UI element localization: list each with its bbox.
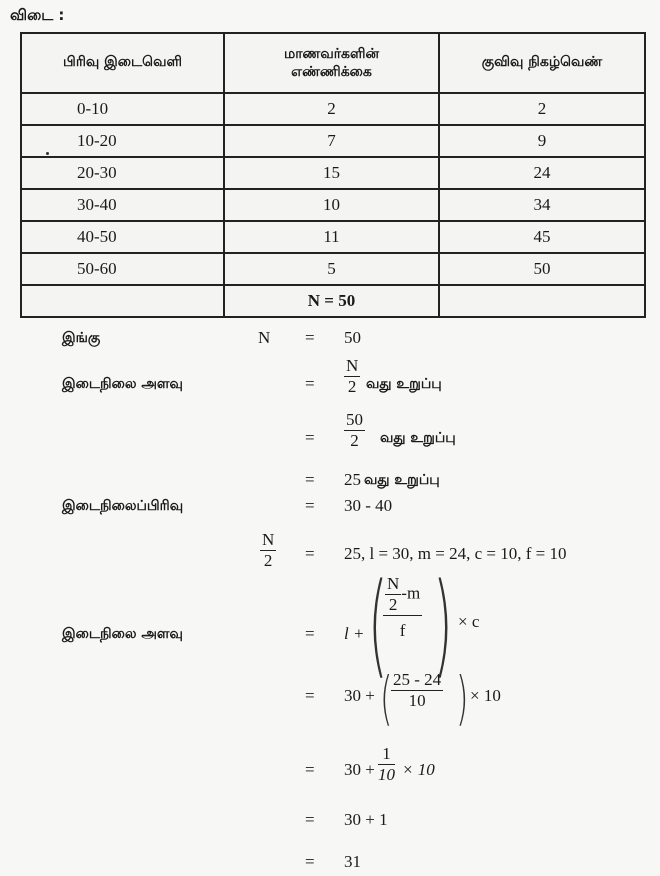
final-result: 31 bbox=[344, 852, 361, 871]
denominator: 2 bbox=[263, 551, 273, 570]
right-paren: ) bbox=[456, 664, 469, 732]
empty-cell bbox=[439, 285, 645, 317]
denominator: 2 bbox=[350, 431, 359, 450]
times-10: × 10 bbox=[402, 760, 435, 779]
sub-fraction bbox=[391, 670, 443, 711]
header-student-count-label: மாணவர்களின் எண்ணிக்கை bbox=[283, 46, 380, 80]
equals-sign: = bbox=[305, 686, 315, 705]
term-word: வது உறுப்பு bbox=[366, 376, 442, 392]
n-value: 50 bbox=[344, 328, 361, 347]
denominator-f: f bbox=[399, 621, 406, 640]
header-class-interval: பிரிவு இடைவெளி bbox=[21, 33, 224, 93]
step-25: 25 bbox=[344, 470, 361, 489]
answer-label: விடை : bbox=[10, 6, 65, 24]
median-label: இடைநிலை அளவு bbox=[62, 376, 183, 392]
frequency: 10 bbox=[224, 189, 439, 221]
total-n: N = 50 bbox=[224, 285, 439, 317]
table-row bbox=[21, 125, 645, 157]
class-interval: 20-30 bbox=[21, 157, 224, 189]
denominator: 2 bbox=[388, 595, 398, 614]
equals-sign: = bbox=[305, 328, 315, 347]
median-class-label: இடைநிலைப்பிரிவு bbox=[62, 498, 184, 514]
term-word: வது உறுப்பு bbox=[380, 430, 456, 446]
class-interval: 50-60 bbox=[21, 253, 224, 285]
parameters: 25, l = 30, m = 24, c = 10, f = 10 bbox=[344, 544, 567, 563]
denominator: 2 bbox=[347, 377, 357, 396]
numerator: N bbox=[262, 530, 275, 549]
fraction-n-over-2 bbox=[344, 356, 360, 397]
cumulative-frequency: 45 bbox=[439, 221, 645, 253]
cumulative-frequency: 9 bbox=[439, 125, 645, 157]
denominator: 10 bbox=[378, 765, 395, 784]
numerator: N bbox=[346, 356, 359, 375]
denominator: 10 bbox=[408, 691, 426, 710]
table-total-row bbox=[21, 285, 645, 317]
fraction-n-over-2 bbox=[385, 574, 401, 615]
equals-sign: = bbox=[305, 374, 315, 393]
left-paren: ( bbox=[380, 664, 393, 732]
equals-sign: = bbox=[305, 428, 315, 447]
formula-l-plus: l + bbox=[344, 624, 365, 643]
frequency: 5 bbox=[224, 253, 439, 285]
table-row bbox=[21, 189, 645, 221]
cumulative-frequency: 50 bbox=[439, 253, 645, 285]
here-label: இங்கு bbox=[62, 330, 101, 346]
frequency: 2 bbox=[224, 93, 439, 125]
sub-30-plus: 30 + bbox=[344, 760, 375, 779]
times-c: × c bbox=[458, 612, 480, 631]
class-interval: 40-50 bbox=[21, 221, 224, 253]
times-10: × 10 bbox=[470, 686, 501, 705]
right-paren: ) bbox=[433, 560, 453, 690]
numerator: 1 bbox=[378, 744, 395, 765]
table-row bbox=[21, 221, 645, 253]
table-row bbox=[21, 157, 645, 189]
numerator: 25 - 24 bbox=[393, 670, 442, 689]
class-interval: 30-40 bbox=[21, 189, 224, 221]
stray-dot bbox=[46, 152, 49, 155]
equals-sign: = bbox=[305, 496, 315, 515]
left-paren: ( bbox=[368, 560, 388, 690]
formula-fraction bbox=[383, 574, 422, 646]
cumulative-frequency: 2 bbox=[439, 93, 645, 125]
class-interval: 10-20 bbox=[21, 125, 224, 157]
fraction-n-over-2 bbox=[260, 530, 276, 571]
equals-sign: = bbox=[305, 852, 315, 871]
empty-cell bbox=[21, 285, 224, 317]
fraction-1-over-10 bbox=[378, 744, 395, 785]
equals-sign: = bbox=[305, 544, 315, 563]
minus-m: -m bbox=[401, 583, 421, 603]
frequency: 11 bbox=[224, 221, 439, 253]
equals-sign: = bbox=[305, 760, 315, 779]
sub-30-plus: 30 + bbox=[344, 686, 375, 705]
term-word: வது உறுப்பு bbox=[364, 472, 440, 488]
header-student-count bbox=[224, 33, 439, 93]
numerator bbox=[383, 574, 422, 616]
equals-sign: = bbox=[305, 624, 315, 643]
numerator: N bbox=[387, 574, 400, 593]
equals-sign: = bbox=[305, 810, 315, 829]
class-interval: 0-10 bbox=[21, 93, 224, 125]
median-label: இடைநிலை அளவு bbox=[62, 626, 183, 642]
numerator: 50 bbox=[346, 410, 363, 429]
cumulative-frequency: 34 bbox=[439, 189, 645, 221]
header-cumulative-frequency: குவிவு நிகழ்வெண் bbox=[439, 33, 645, 93]
step-30-plus-1: 30 + 1 bbox=[344, 810, 388, 829]
table-row bbox=[21, 253, 645, 285]
n-symbol: N bbox=[258, 328, 271, 347]
frequency: 15 bbox=[224, 157, 439, 189]
table-row bbox=[21, 93, 645, 125]
frequency-table bbox=[20, 32, 646, 318]
cumulative-frequency: 24 bbox=[439, 157, 645, 189]
median-class-value: 30 - 40 bbox=[344, 496, 393, 515]
frequency: 7 bbox=[224, 125, 439, 157]
fraction-50-over-2 bbox=[344, 410, 365, 451]
equals-sign: = bbox=[305, 470, 315, 489]
